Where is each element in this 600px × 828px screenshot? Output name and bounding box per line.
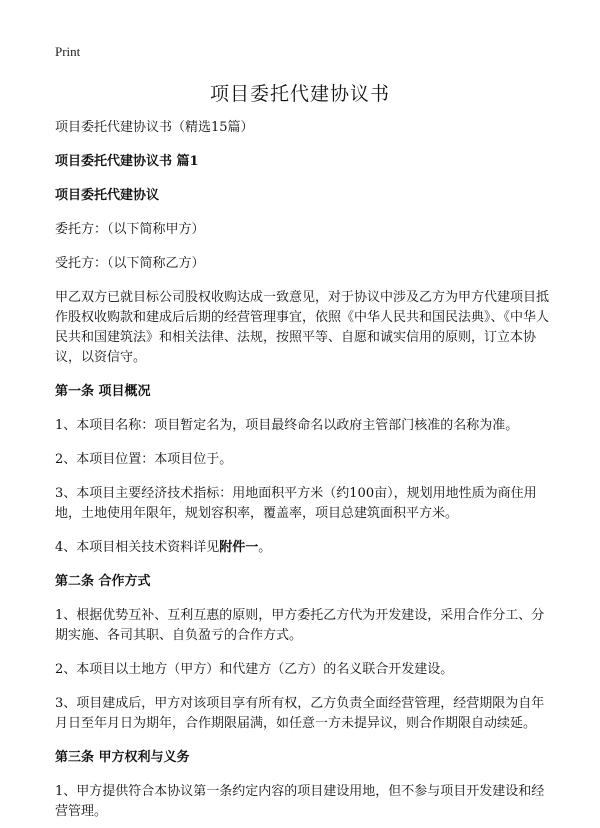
clause-text: 4、本项目相关技术资料详见: [55, 540, 220, 555]
print-link[interactable]: Print: [55, 44, 81, 59]
attachment-reference: 附件一: [219, 540, 259, 555]
clause-end: 。: [258, 540, 272, 555]
subtitle-line: 项目委托代建协议书（精选15篇）: [55, 120, 254, 135]
clause-paragraph: 3、本项目主要经济技术指标：用地面积平方米（约100亩），规划用地性质为商住用地，土地使用年限年，规划容积率，覆盖率，项目总建筑面积平方米。: [55, 486, 537, 521]
clause-paragraph: 2、本项目以土地方（甲方）和代建方（乙方）的名义联合开发建设。: [55, 662, 454, 677]
clause-paragraph: 1、甲方提供符合本协议第一条约定内容的项目建设用地，但不参与项目开发建设和经营管理。: [55, 784, 545, 819]
article-heading: 第三条 甲方权利与义务: [55, 750, 190, 765]
preamble-paragraph: 甲乙双方已就目标公司股权收购达成一致意见，对于协议中涉及乙方为甲方代建项目抵作股权收购款和建成后后期的经营管理事宜，依照《中华人民共和国民法典》、《中华人民共和国建筑法》和相关法律、法规，按照平等、自愿和诚实信用的原则，订立本协议，以资信守。: [55, 290, 550, 365]
clause-paragraph: 1、根据优势互补、互利互惠的原则，甲方委托乙方代为开发建设，采用合作分工、分期实施、各司其职、自负盈亏的合作方式。: [55, 608, 545, 643]
clause-paragraph: [55, 538, 555, 558]
clause-paragraph: 2、本项目位置：本项目位于。: [55, 452, 233, 467]
clause-paragraph: 3、项目建成后，甲方对该项目享有所有权，乙方负责全面经营管理，经营期限为自年月日至年月日为期年，合作期限届满，如任意一方未提异议，则合作期限自动续延。: [55, 696, 545, 731]
page-title: 项目委托代建协议书: [209, 83, 390, 105]
section-heading: 项目委托代建协议书 篇1: [55, 154, 199, 169]
principal-line: 委托方：（以下简称甲方）: [55, 222, 205, 237]
agreement-heading: 项目委托代建协议: [55, 188, 160, 203]
clause-paragraph: 1、本项目名称：项目暂定名为，项目最终命名以政府主管部门核准的名称为准。: [55, 418, 519, 433]
document-body: [55, 118, 555, 828]
article-heading: 第二条 合作方式: [55, 574, 151, 589]
article-heading: 第一条 项目概况: [55, 384, 151, 399]
agent-line: 受托方：（以下简称乙方）: [55, 256, 205, 271]
